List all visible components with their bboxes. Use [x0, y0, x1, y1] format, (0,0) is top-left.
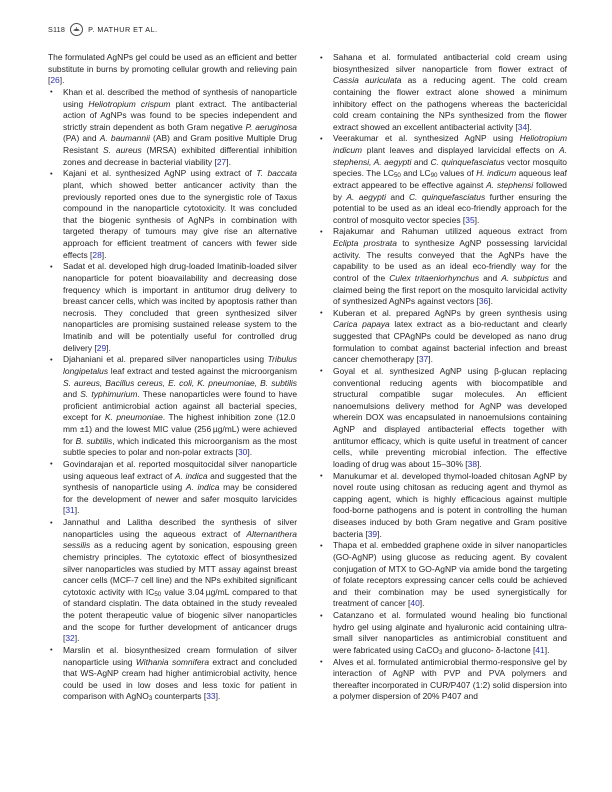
bullet-item-marslin-et-al: • Marslin et al. biosynthesized cream formulation of silver nanoparticle using Withania somnifera extract and concluded that WS-AgNP cream had higher antimicrobial activity, hence could be used in low doses and less toxic for patient in comparison with AgNO$_3$ counterparts [33].	[48, 645, 297, 703]
bullet-item-kajani-et-al: • Kajani et al. synthesized AgNP using extract of T. baccata plant, which showed better anticancer activity than the previously reported ones due to the synergistic role of Taxus compound in the nanoparticle cytotoxicity. It was concluded that the biogenic synthesis of AgNPs in combination with targeted therapy of tumours may give rise an alternative approach for efficient treatment of cancers with fewer side effects [28].	[48, 168, 297, 261]
bullet-item-thapa-et-al: • Thapa et al. embedded graphene oxide in silver nanoparticles (GO-AgNP) using glucose as reducing agent. By covalent conjugation of MTX to GO-AgNP via amide bond the targeting of folate receptors expressing cancer cells could be achieved and their combination may be used synergistically for treatment of cancer [40].	[318, 540, 567, 610]
bullet-item-goyal-et-al: • Goyal et al. synthesized AgNP using β-glucan replacing conventional reducing agents with biocompatible and structural compatible sugar molecules. An efficient nanoemulsions delivery method for AgNP was developed wherein DOX was encapsulated in nanoemulsions containing AgNP and displayed antibacterial effects together with antitumor efficacy, which is quite useful in treatment of cancer cells, while preventing microbial infection. The effective loading of drug was about 15–30% [38].	[318, 366, 567, 471]
bullet-item-manukumar-et-al: • Manukumar et al. developed thymol-loaded chitosan AgNP by novel route using chitosan as reducing agent and thymol as capping agent, which is highly efficacious against multiple food-borne pathogens and is potent in controlling the human diseases induced by both Gram negative and Gram positive bacteria [39].	[318, 471, 567, 541]
bullet-item-sadat-et-al: • Sadat et al. developed high drug-loaded Imatinib-loaded silver nanoparticle for potent bioavailability and decreasing dose frequency which is important in antitumor drug delivery to breast cancer cells, which was incited by apoptosis rather than necrosis. They concluded that green synthesized silver nanoparticles are promising sustained release system to the Imatinib and will be potentially useful for controlled drug delivery [29].	[48, 261, 297, 354]
bullet-item-jannathul-lalitha: • Jannathul and Lalitha described the synthesis of silver nanoparticles using the aqueous extract of Alternanthera sessilis as a reducing agent by sonication, espousing green chemistry principles. The cytotoxic effect of biosynthesized silver nanoparticles was studied by MTT assay against breast cancer cells (MCF-7 cell line) and the NPs exhibited significant cytotoxic activity with $IC_{50}$ value 3.04 µg/mL compared to that of standard cisplatin. The data obtained in the study revealed the potent therapeutic value of biogenic silver nanoparticles and the scope for further development of anticancer drugs [32].	[48, 517, 297, 645]
left-column	[48, 52, 297, 703]
bullet-item-djahaniani-et-al: • Djahaniani et al. prepared silver nanoparticles using Tribulus longipetalus leaf extract and tested against the microorganism S. aureus, Bacillus cereus, E. coli, K. pneumoniae, B. subtilis and S. typhimurium. These nanoparticles were found to have proficient antimicrobial action against all bacterial species, except for K. pneumoniae. The highest inhibition zone (12.0 mm ±1) and the lowest MIC value (256 µg/mL) were achieved for B. subtilis, which indicated this microorganism as the most subtle species to polar and non-polar extracts [30].	[48, 354, 297, 459]
bullet-item-catanzano-et-al: • Catanzano et al. formulated wound healing bio functional hydro gel using alginate and hyaluronic acid containing ultra-small silver nanoparticles as antimicrobial constituent and were fabricated using CaCO$_3$ and glucono- δ-lactone [41].	[318, 610, 567, 657]
bullet-item-khan-et-al: • Khan et al. described the method of synthesis of nanoparticle using Heliotropium crispum plant extract. The antibacterial action of AgNPs was found to be species independent and strictly strain dependent as both Gram negative P. aeruginosa (PA) and A. baumannii (AB) and Gram positive Multiple Drug Resistant S. aureus (MRSA) exhibited differential inhibition zones and decrease in bacterial viability [27].	[48, 87, 297, 168]
lead-paragraph: The formulated AgNPs gel could be used as an efficient and better substitute in burns by promoting cellular growth and relieving pain [26].	[48, 52, 297, 86]
right-column	[318, 52, 567, 703]
bullet-item-sahana-et-al: • Sahana et al. formulated antibacterial cold cream using biosynthesized silver nanoparticle from flower extract of Cassia auriculata as a reducing agent. The cold cream containing the flower extract alone showed a minimum inhibitory effect on the pathogens whereas the bactericidal cold cream containing the NPs synthesized from the flower extract showed an excellent antibacterial activity [34].	[318, 52, 567, 133]
crossmark-logo-icon[interactable]	[70, 23, 83, 36]
bullet-item-govindarajan-et-al: • Govindarajan et al. reported mosquitocidal silver nanoparticle using aqueous leaf extract of A. indica and suggested that the synthesis of nanoparticle using A. indica may be considered for the development of newer and safer mosquito larvicides [31].	[48, 459, 297, 517]
running-head-authors: P. MATHUR ET AL.	[88, 25, 158, 34]
right-column-bullet-list	[318, 52, 567, 703]
page-folio: S118	[48, 25, 66, 34]
bullet-item-veerakumar-et-al: • Veerakumar et al. synthesized AgNP using Heliotropium indicum plant leaves and displayed larvicidal effects on A. stephensi, A. aegypti and C. quinquefasciatus vector mosquito species. The $LC_{50}$ and $LC_{90}$ values of H. indicum aqueous leaf extract appeared to be effective against A. stephensi followed by A. aegypti and C. quinquefasciatus further ensuring the potential to be used as an ideal eco-friendly approach for the control of mosquito vector species [35].	[318, 133, 567, 226]
bullet-item-alves-et-al: • Alves et al. formulated antimicrobial thermo-responsive gel by interaction of AgNP with PVP and PVA polymers and thereafter incorporated in CUR/P407 (1:2) solid dispersion into a polymer dispersion of 20% P407 and	[318, 657, 567, 704]
bullet-item-rajakumar-rahuman: • Rajakumar and Rahuman utilized aqueous extract from Eclipta prostrata to synthesize AgNP possessing larvicidal activity. The results conveyed that the AgNPs have the capability to be used as an ideal eco-friendly way for the control of the Culex tritaeniorhynchus and A. subpictus and claimed being the first report on the mosquito larvicidal activity of synthesized AgNPs against vectors [36].	[318, 226, 567, 307]
running-head	[48, 23, 158, 36]
left-column-bullet-list	[48, 87, 297, 703]
two-column-body	[48, 52, 567, 703]
bullet-item-kuberan-et-al: • Kuberan et al. prepared AgNPs by green synthesis using Carica papaya latex extract as a bio-reductant and clearly suggested that CPAgNPs could be developed as nano drug formulation to combat against bacterial infection and breast cancer chemotherapy [37].	[318, 308, 567, 366]
